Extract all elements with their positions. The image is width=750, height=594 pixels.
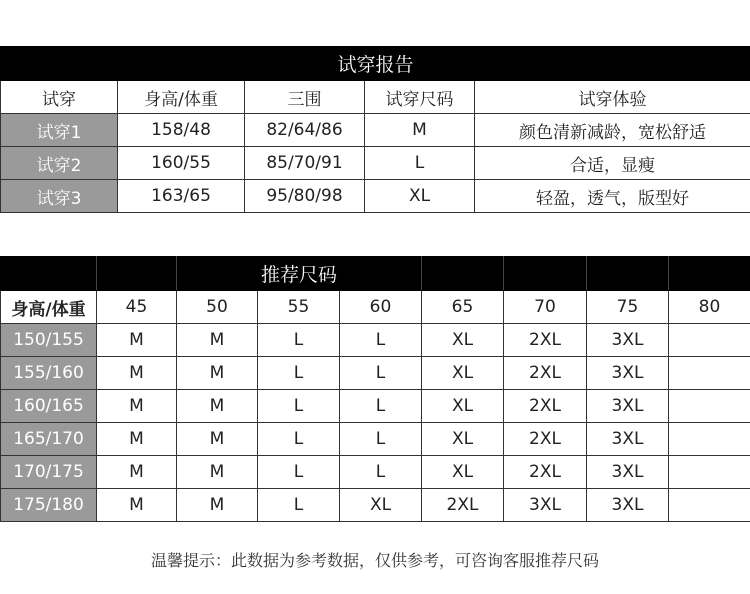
table-row <box>1 180 750 213</box>
size-cell: 3XL <box>587 357 669 390</box>
height-weight-header: 身高/体重 <box>1 291 97 324</box>
trial-cell: 160/55 <box>118 147 245 180</box>
height-label: 155/160 <box>1 357 97 390</box>
size-cell: L <box>258 423 340 456</box>
trial-cell: 82/64/86 <box>245 114 365 147</box>
size-cell: M <box>177 456 258 489</box>
weight-header: 50 <box>177 291 258 324</box>
title-bar-cell <box>97 257 177 291</box>
size-cell: L <box>258 456 340 489</box>
height-label: 165/170 <box>1 423 97 456</box>
size-cell: 3XL <box>504 489 587 522</box>
weight-header: 65 <box>422 291 504 324</box>
size-cell: M <box>97 390 177 423</box>
size-cell: M <box>97 456 177 489</box>
size-cell: 2XL <box>504 423 587 456</box>
table-row <box>1 357 750 390</box>
size-cell: M <box>97 357 177 390</box>
trial-label: 试穿3 <box>1 180 118 213</box>
size-cell <box>669 357 750 390</box>
trial-cell: M <box>365 114 475 147</box>
table-row <box>1 489 750 522</box>
size-cell: L <box>258 357 340 390</box>
size-cell: L <box>340 390 422 423</box>
weight-header: 80 <box>669 291 750 324</box>
size-cell: 2XL <box>422 489 504 522</box>
size-cell <box>669 423 750 456</box>
title-bar-cell <box>587 257 669 291</box>
size-cell: 3XL <box>587 489 669 522</box>
size-cell: L <box>340 324 422 357</box>
size-cell: M <box>97 423 177 456</box>
size-cell: 3XL <box>587 456 669 489</box>
size-cell: XL <box>422 390 504 423</box>
size-cell: M <box>177 357 258 390</box>
table-row <box>1 456 750 489</box>
trial-label: 试穿2 <box>1 147 118 180</box>
title-bar-cell <box>504 257 587 291</box>
weight-header: 75 <box>587 291 669 324</box>
size-cell <box>669 324 750 357</box>
size-cell: 2XL <box>504 456 587 489</box>
size-cell: 2XL <box>504 357 587 390</box>
table-row <box>1 324 750 357</box>
weight-header: 60 <box>340 291 422 324</box>
size-cell <box>669 456 750 489</box>
weight-header: 70 <box>504 291 587 324</box>
trial-header-cell: 试穿 <box>1 81 118 114</box>
weight-header: 55 <box>258 291 340 324</box>
height-label: 170/175 <box>1 456 97 489</box>
trial-cell: 158/48 <box>118 114 245 147</box>
table-row <box>1 147 750 180</box>
size-chart-table <box>0 256 750 522</box>
trial-cell: 轻盈，透气，版型好 <box>475 180 750 213</box>
table-row <box>1 423 750 456</box>
size-cell: M <box>97 489 177 522</box>
size-cell: L <box>258 489 340 522</box>
size-cell: L <box>258 390 340 423</box>
height-label: 175/180 <box>1 489 97 522</box>
height-label: 160/165 <box>1 390 97 423</box>
title-bar-cell <box>669 257 750 291</box>
trial-report-table <box>0 46 750 213</box>
title-bar-cell <box>1 257 97 291</box>
height-label: 150/155 <box>1 324 97 357</box>
table-row <box>1 114 750 147</box>
size-cell: M <box>177 489 258 522</box>
table-row <box>1 390 750 423</box>
trial-header-cell: 三围 <box>245 81 365 114</box>
trial-header-cell: 身高/体重 <box>118 81 245 114</box>
size-cell: XL <box>340 489 422 522</box>
size-cell: L <box>340 423 422 456</box>
size-cell: 3XL <box>587 390 669 423</box>
size-cell: M <box>177 390 258 423</box>
reference-note: 温馨提示：此数据为参考数据，仅供参考，可咨询客服推荐尺码 <box>150 551 599 570</box>
trial-cell: 颜色清新减龄，宽松舒适 <box>475 114 750 147</box>
weight-header: 45 <box>97 291 177 324</box>
trial-report-title: 试穿报告 <box>1 47 750 81</box>
size-cell: XL <box>422 357 504 390</box>
size-cell: L <box>340 357 422 390</box>
size-cell <box>669 489 750 522</box>
size-cell: 2XL <box>504 324 587 357</box>
trial-cell: L <box>365 147 475 180</box>
size-cell: L <box>258 324 340 357</box>
size-cell: M <box>177 324 258 357</box>
size-cell: L <box>340 456 422 489</box>
size-cell: 3XL <box>587 324 669 357</box>
trial-label: 试穿1 <box>1 114 118 147</box>
trial-cell: 85/70/91 <box>245 147 365 180</box>
trial-header-cell: 试穿尺码 <box>365 81 475 114</box>
size-cell: M <box>177 423 258 456</box>
trial-cell: XL <box>365 180 475 213</box>
size-cell <box>669 390 750 423</box>
trial-cell: 95/80/98 <box>245 180 365 213</box>
trial-cell: 合适，显瘦 <box>475 147 750 180</box>
size-cell: XL <box>422 456 504 489</box>
size-cell: XL <box>422 423 504 456</box>
title-bar-cell <box>422 257 504 291</box>
size-cell: 2XL <box>504 390 587 423</box>
size-cell: XL <box>422 324 504 357</box>
size-cell: 3XL <box>587 423 669 456</box>
trial-header-cell: 试穿体验 <box>475 81 750 114</box>
trial-cell: 163/65 <box>118 180 245 213</box>
size-cell: M <box>97 324 177 357</box>
size-chart-title: 推荐尺码 <box>177 257 422 291</box>
